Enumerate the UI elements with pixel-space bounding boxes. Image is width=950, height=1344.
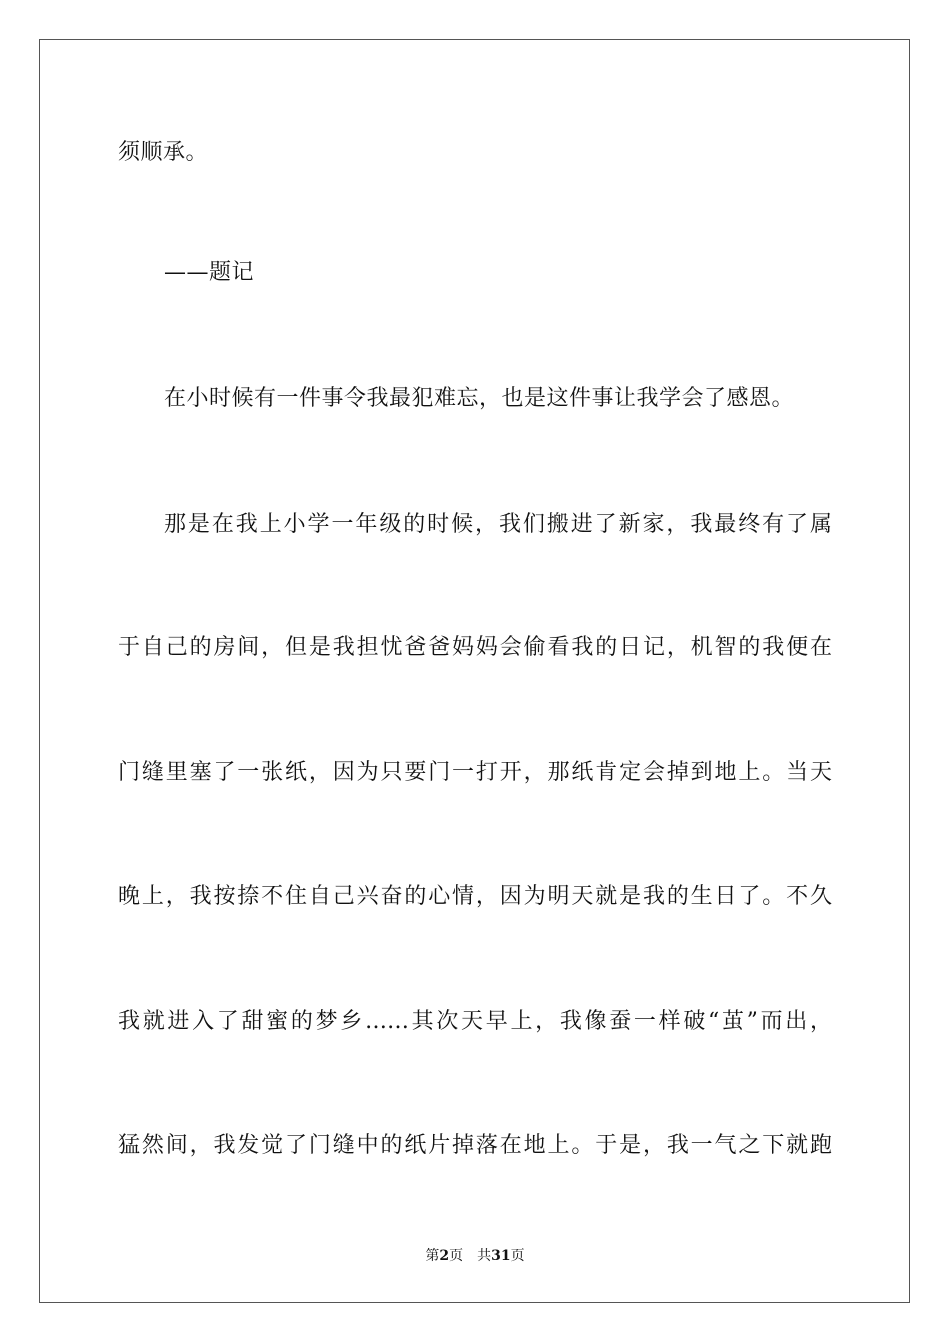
page-border bbox=[39, 39, 910, 1303]
epigraph-attribution: ——题记 bbox=[164, 260, 255, 285]
footer-total-prefix: 共 bbox=[477, 1248, 492, 1264]
text-line-4: 那是在我上小学一年级的时候，我们搬进了新家，我最终有了属 bbox=[164, 512, 832, 537]
footer-page-number: 2 bbox=[439, 1248, 450, 1264]
text-line-3: 在小时候有一件事令我最犯难忘，也是这件事让我学会了感恩。 bbox=[164, 386, 795, 411]
text-line-8: 我就进入了甜蜜的梦乡……其次天早上，我像蚕一样破“茧”而出， bbox=[118, 1009, 832, 1034]
text-line-9: 猛然间，我发觉了门缝中的纸片掉落在地上。于是，我一气之下就跑 bbox=[118, 1133, 832, 1158]
footer-total-pages: 31 bbox=[491, 1248, 511, 1264]
page-footer bbox=[0, 1247, 950, 1265]
text-line-6: 门缝里塞了一张纸，因为只要门一打开，那纸肯定会掉到地上。当天 bbox=[118, 760, 832, 785]
text-line-7: 晚上，我按捺不住自己兴奋的心情，因为明天就是我的生日了。不久 bbox=[118, 884, 832, 909]
text-line-5: 于自己的房间，但是我担忧爸爸妈妈会偷看我的日记，机智的我便在 bbox=[118, 635, 832, 660]
footer-page-suffix: 页 bbox=[449, 1248, 464, 1264]
footer-total-suffix: 页 bbox=[510, 1248, 525, 1264]
footer-page-prefix: 第 bbox=[425, 1248, 440, 1264]
text-line-1: 须顺承。 bbox=[118, 140, 209, 165]
